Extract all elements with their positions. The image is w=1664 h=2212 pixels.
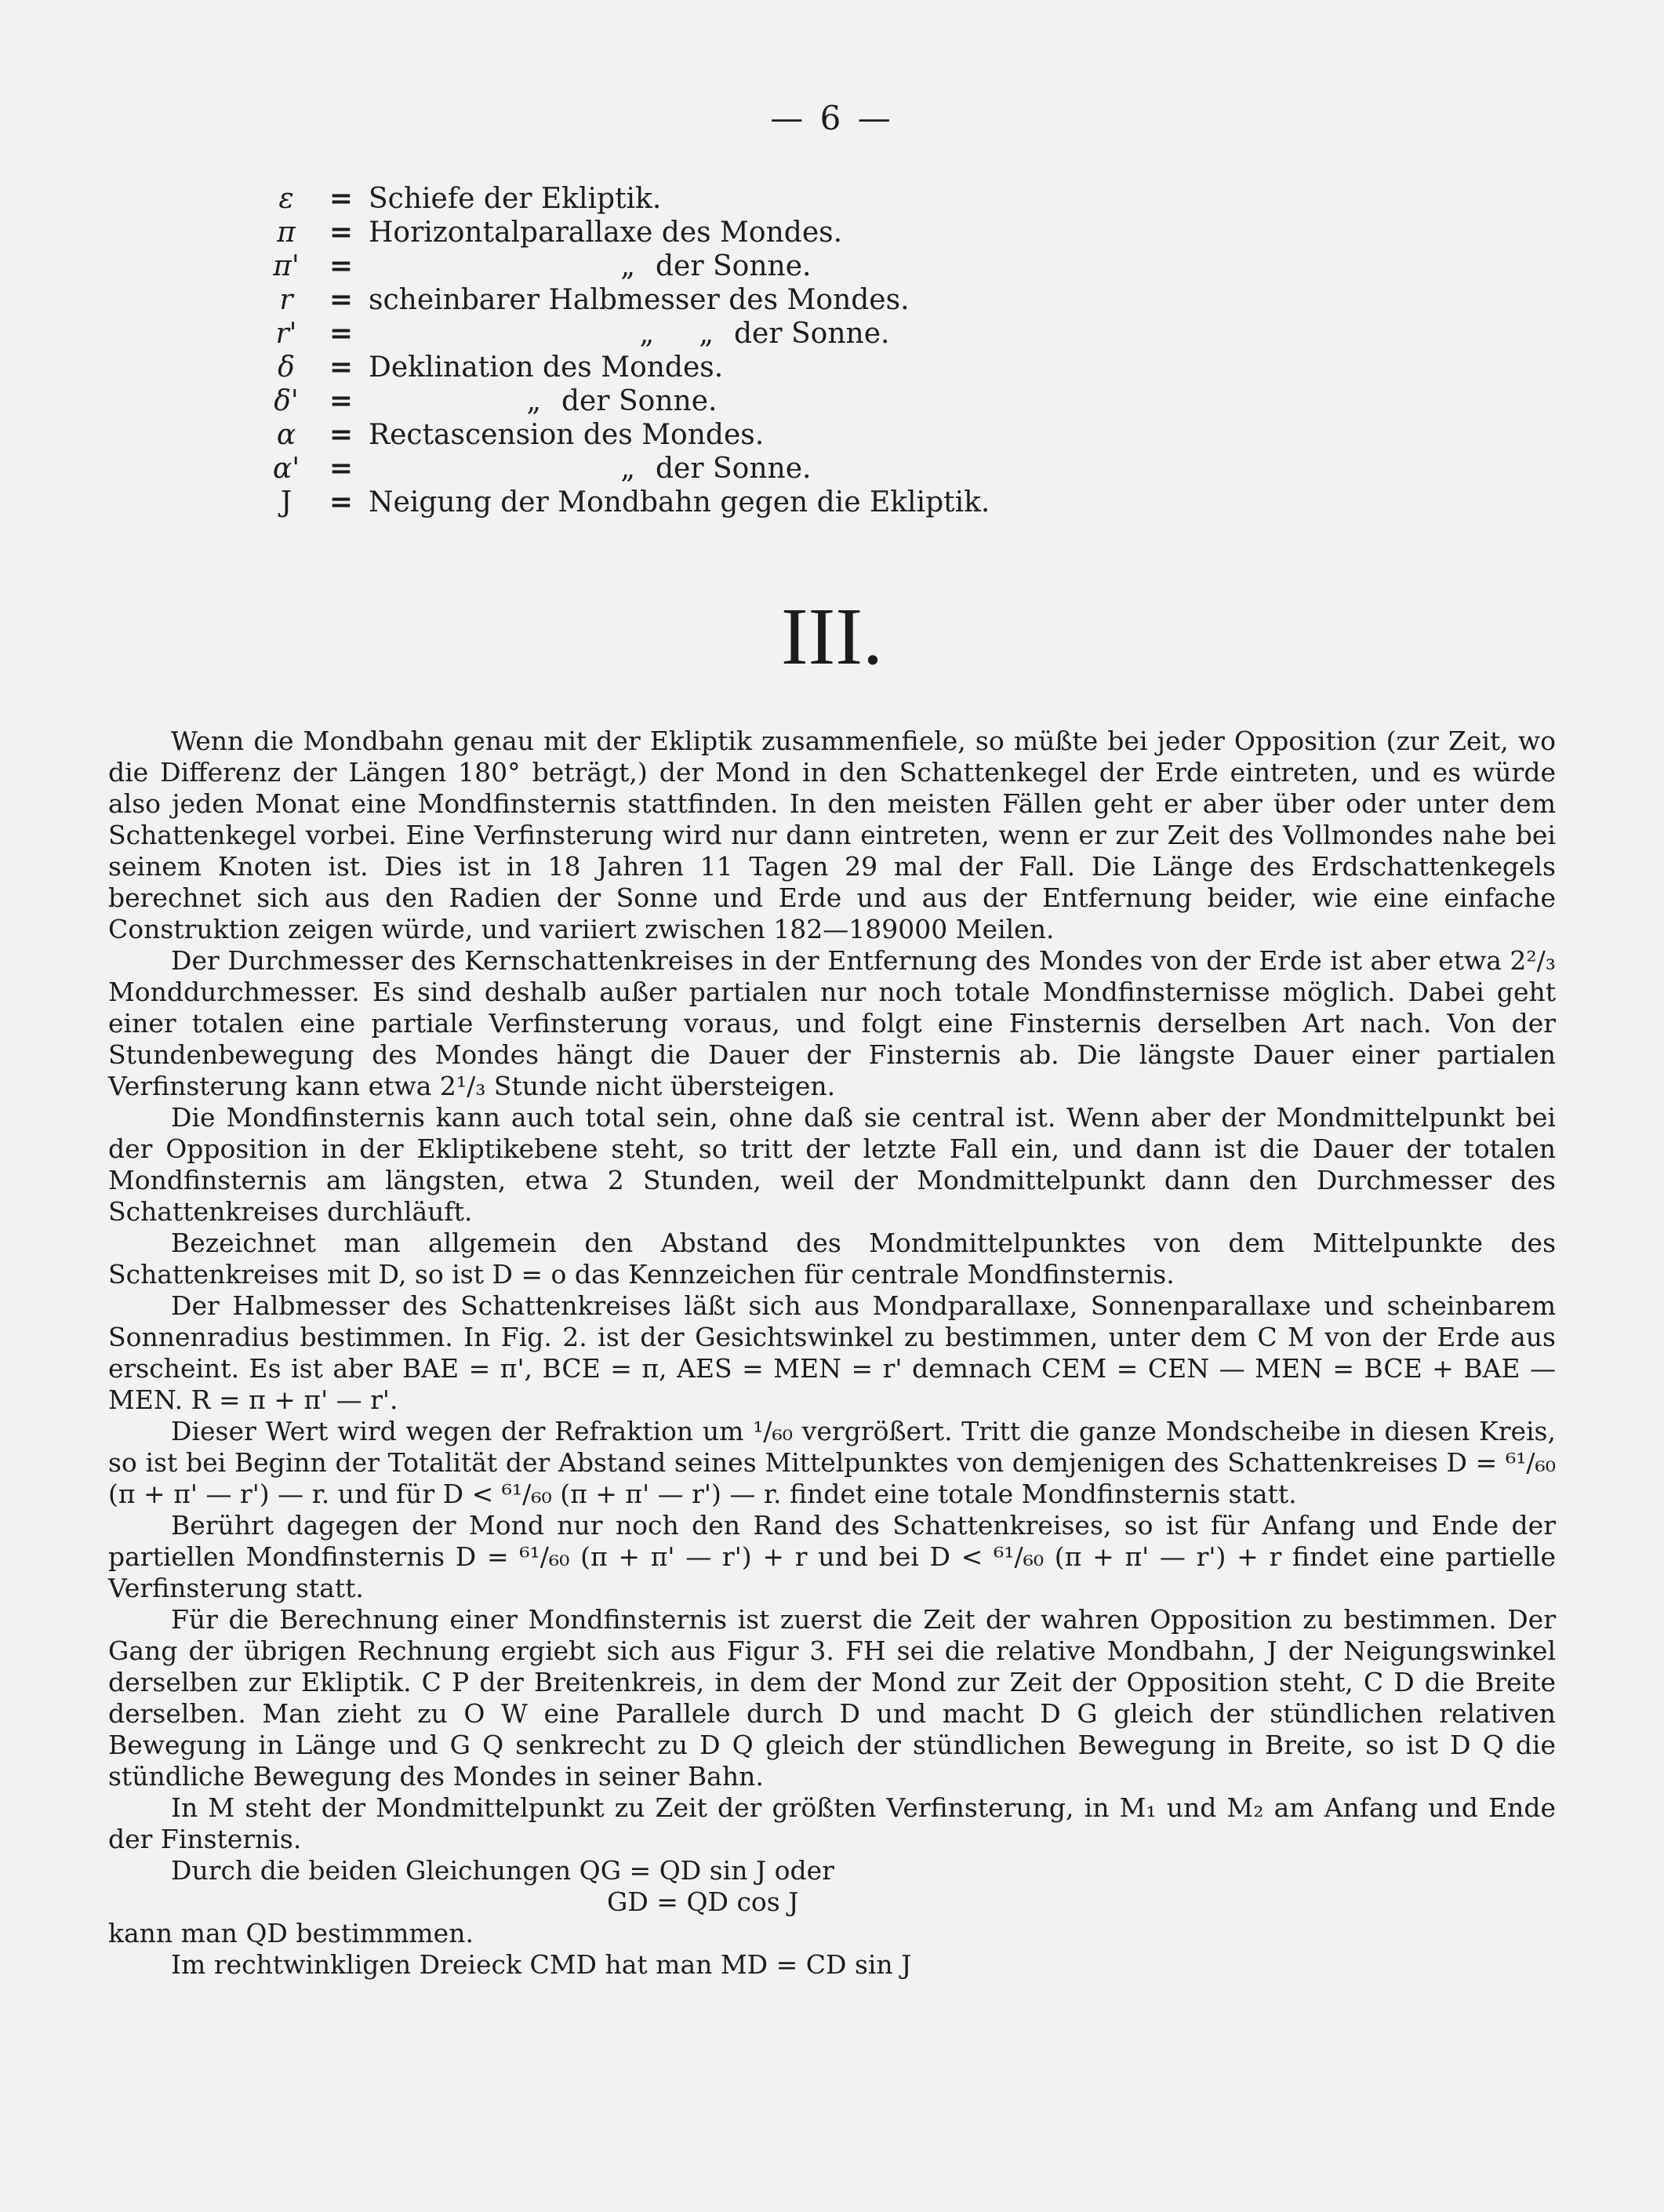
- symbol-row: [259, 317, 1435, 351]
- equation-line: GD = QD cos J: [607, 1886, 799, 1917]
- symbol-definitions: [259, 182, 1435, 519]
- symbol: r: [279, 284, 293, 316]
- equals-sign: =: [329, 351, 354, 384]
- equals-sign: =: [329, 418, 354, 451]
- equals-sign: =: [329, 283, 354, 316]
- symbol-row: [259, 418, 1435, 452]
- symbol-description: scheinbarer Halbmesser des Mondes.: [369, 284, 910, 316]
- symbol-row: [259, 283, 1435, 317]
- paragraph: Berührt dagegen der Mond nur noch den Rand des Schattenkreises, so ist für Anfang und Ende der partiellen Mondfinsternis D = ⁶¹/₆₀ (π + π' — r') + r und bei D < ⁶¹/₆₀ (π + π' — r') + r findet eine partielle Verfinsterung statt.: [108, 1510, 1556, 1603]
- symbol-description: Schiefe der Ekliptik.: [369, 183, 662, 215]
- last-line: Im rechtwinkligen Dreieck CMD hat man MD = CD sin J: [171, 1949, 912, 1980]
- symbol-description: der Sonne.: [656, 453, 812, 485]
- paragraph: Für die Berechnung einer Mondfinsternis ist zuerst die Zeit der wahren Opposition zu bestimmen. Der Gang der übrigen Rechnung ergiebt sich aus Figur 3. FH sei die relative Mondbahn, J der Neigungswinkel derselben zur Ekliptik. C P der Breitenkreis, in dem der Mond zur Zeit der Opposition steht, C D die Breite derselben. Man zieht zu O W eine Parallele durch D und macht D G gleich der stündlichen relativen Bewegung in Länge und G Q senkrecht zu D Q gleich der stündlichen Bewegung in Breite, so ist D Q die stündliche Bewegung des Mondes in seiner Bahn.: [108, 1604, 1556, 1792]
- ditto-mark: „: [526, 385, 541, 417]
- section-heading: III.: [781, 591, 883, 682]
- symbol-description: der Sonne.: [561, 385, 718, 417]
- paragraph: Dieser Wert wird wegen der Refraktion um ¹/₆₀ vergrößert. Tritt die ganze Mondscheibe in diesen Kreis, so ist bei Beginn der Totalität der Abstand seines Mittelpunktes von demjenigen des Schattenkreises D = ⁶¹/₆₀ (π + π' — r') — r. und für D < ⁶¹/₆₀ (π + π' — r') — r. findet eine totale Mondfinsternis statt.: [108, 1416, 1556, 1509]
- paragraph: Bezeichnet man allgemein den Abstand des Mondmittelpunktes von dem Mittelpunkte des Schattenkreises mit D, so ist D = o das Kennzeichen für centrale Mondfinsternis.: [108, 1228, 1556, 1290]
- equals-sign: =: [329, 249, 354, 282]
- symbol: α': [272, 453, 300, 485]
- symbol-row: [259, 486, 1435, 519]
- symbol-row: [259, 452, 1435, 486]
- symbol-row: [259, 351, 1435, 384]
- page-number: — 6 —: [770, 99, 894, 137]
- equation-intro: Durch die beiden Gleichungen QG = QD sin J oder: [171, 1855, 834, 1886]
- symbol-row: [259, 384, 1435, 418]
- symbol-row: [259, 249, 1435, 283]
- symbol-description: der Sonne.: [656, 250, 812, 282]
- equals-sign: =: [329, 486, 354, 518]
- equals-sign: =: [329, 216, 354, 249]
- symbol: π': [273, 250, 300, 282]
- body-text: [108, 726, 1556, 1981]
- paragraph: Wenn die Mondbahn genau mit der Ekliptik zusammenfiele, so müßte bei jeder Opposition (zur Zeit, wo die Differenz der Längen 180° beträgt,) der Mond in den Schattenkegel der Erde eintreten, und es würde also jeden Monat eine Mondfinsternis stattfinden. In den meisten Fällen geht er aber über oder unter dem Schattenkegel vorbei. Eine Verfinsterung wird nur dann eintreten, wenn er zur Zeit des Vollmondes nahe bei seinem Knoten ist. Dies ist in 18 Jahren 11 Tagen 29 mal der Fall. Die Länge des Erdschattenkegels berechnet sich aus den Radien der Sonne und Erde und aus der Entfernung beider, wie eine einfache Construktion zeigen würde, und variiert zwischen 182—189000 Meilen.: [108, 726, 1556, 944]
- ditto-mark: „: [620, 453, 635, 485]
- symbol: J: [280, 486, 292, 518]
- symbol: π: [277, 216, 296, 249]
- symbol-row: [259, 216, 1435, 249]
- paragraph: Der Durchmesser des Kernschattenkreises in der Entfernung des Mondes von der Erde ist aber etwa 2²/₃ Monddurchmesser. Es sind deshalb außer partialen nur noch totale Mondfinsternisse möglich. Dabei geht einer totalen eine partiale Verfinsterung voraus, und folgt eine Finsternis derselben Art nach. Von der Stundenbewegung des Mondes hängt die Dauer der Finsternis ab. Die längste Dauer einer partialen Verfinsterung kann etwa 2¹/₃ Stunde nicht übersteigen.: [108, 945, 1556, 1101]
- symbol: r': [275, 318, 297, 350]
- symbol: ε: [278, 183, 294, 215]
- symbol-row: [259, 182, 1435, 216]
- symbol-description: der Sonne.: [734, 318, 890, 350]
- equation-conclusion: kann man QD bestimmmen.: [108, 1918, 474, 1948]
- paragraph: Die Mondfinsternis kann auch total sein, ohne daß sie central ist. Wenn aber der Mondmittelpunkt bei der Opposition in der Ekliptikebene steht, so tritt der letzte Fall ein, und dann ist die Dauer der totalen Mondfinsternis am längsten, etwa 2 Stunden, weil der Mondmittelpunkt dann den Durchmesser des Schattenkreises durchläuft.: [108, 1102, 1556, 1227]
- symbol-description: Deklination des Mondes.: [369, 351, 724, 384]
- symbol: δ': [274, 385, 299, 417]
- equals-sign: =: [329, 182, 354, 215]
- symbol: δ: [278, 351, 295, 384]
- symbol-description: Neigung der Mondbahn gegen die Ekliptik.: [369, 486, 990, 518]
- ditto-mark: „: [620, 250, 635, 282]
- symbol-description: Rectascension des Mondes.: [369, 419, 765, 451]
- symbol-description: Horizontalparallaxe des Mondes.: [369, 216, 843, 249]
- paragraph: In M steht der Mondmittelpunkt zu Zeit der größten Verfinsterung, in M₁ und M₂ am Anfang und Ende der Finsternis.: [108, 1792, 1556, 1854]
- symbol: α: [276, 419, 296, 451]
- equals-sign: =: [329, 317, 354, 350]
- ditto-mark: „ „: [639, 318, 714, 350]
- equals-sign: =: [329, 384, 354, 417]
- equals-sign: =: [329, 452, 354, 485]
- paragraph: Der Halbmesser des Schattenkreises läßt sich aus Mondparallaxe, Sonnenparallaxe und scheinbarem Sonnenradius bestimmen. In Fig. 2. ist der Gesichtswinkel zu bestimmen, unter dem C M von der Erde aus erscheint. Es ist aber BAE = π', BCE = π, AES = MEN = r' demnach CEM = CEN — MEN = BCE + BAE — MEN. R = π + π' — r'.: [108, 1290, 1556, 1415]
